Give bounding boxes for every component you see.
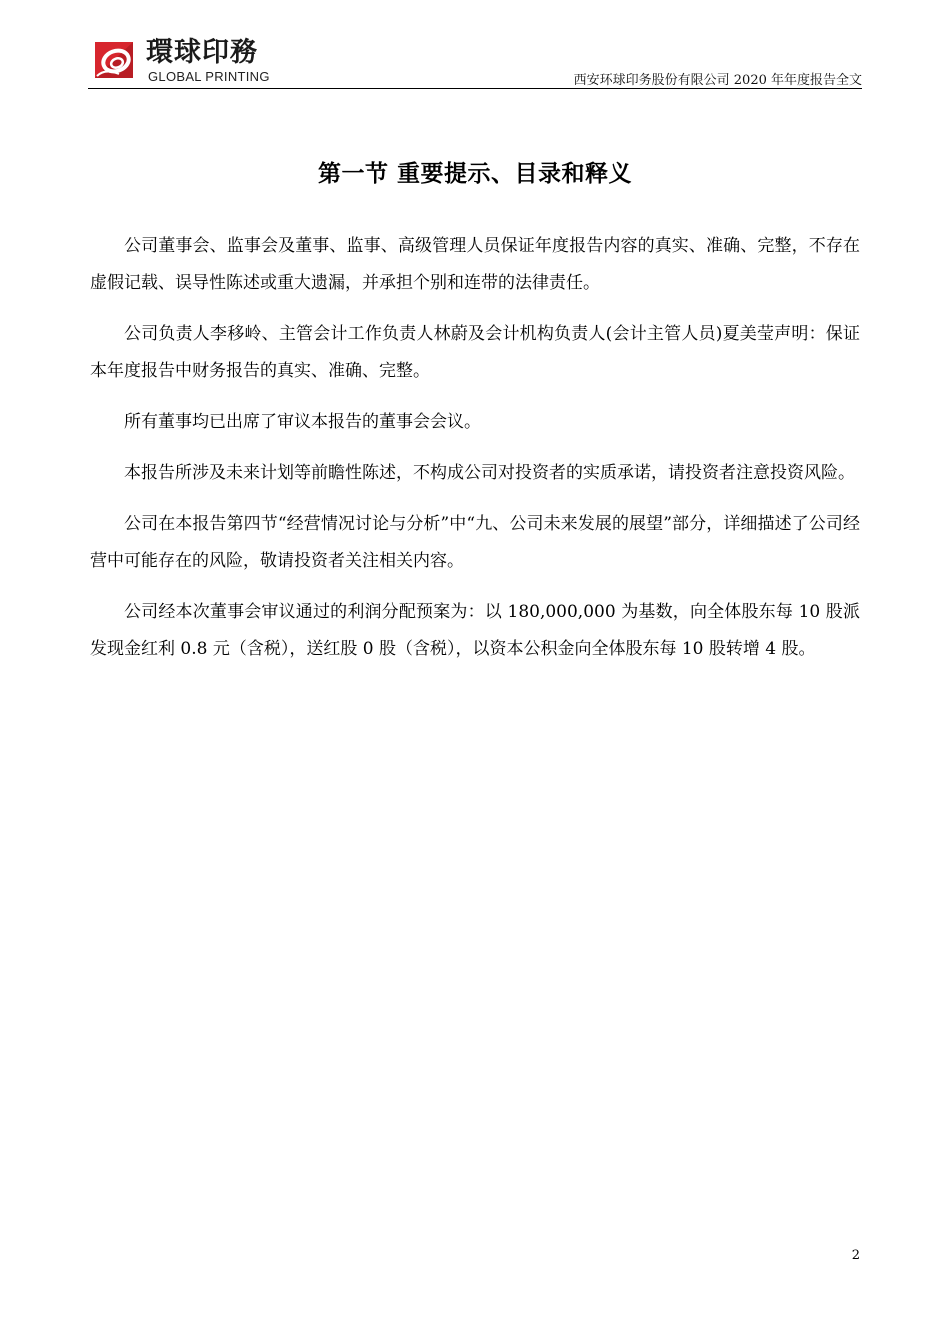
global-printing-logo-icon xyxy=(91,38,137,82)
page-number: 2 xyxy=(851,1248,860,1263)
page-header xyxy=(88,36,862,90)
header-divider xyxy=(88,88,862,89)
paragraph-profit-distribution: 公司经本次董事会审议通过的利润分配预案为：以 180,000,000 为基数，向全体股东每 10 股派发现金红利 0.8 元（含税），送红股 0 股（含税），以资本公积金向全体股东每 10 股转增 4 股。 xyxy=(90,602,860,659)
paragraph-board-guarantee: 公司董事会、监事会及董事、监事、高级管理人员保证年度报告内容的真实、准确、完整，不存在虚假记载、误导性陈述或重大遗漏，并承担个别和连带的法律责任。 xyxy=(90,236,860,293)
section-title: 第一节 重要提示、目录和释义 xyxy=(317,161,632,187)
paragraph-forward-looking: 本报告所涉及未来计划等前瞻性陈述，不构成公司对投资者的实质承诺，请投资者注意投资风险。 xyxy=(124,463,855,483)
paragraph-risk-notice: 公司在本报告第四节“经营情况讨论与分析”中“九、公司未来发展的展望”部分，详细描述了公司经营中可能存在的风险，敬请投资者关注相关内容。 xyxy=(90,514,860,571)
main-content xyxy=(90,228,860,682)
logo-chinese-name: 環球印務 xyxy=(146,37,258,68)
logo-english-name: GLOBAL PRINTING xyxy=(148,69,270,84)
paragraph-directors-attendance: 所有董事均已出席了审议本报告的董事会会议。 xyxy=(124,412,481,432)
paragraph-responsible-persons: 公司负责人李移岭、主管会计工作负责人林蔚及会计机构负责人(会计主管人员)夏美莹声明：保证本年度报告中财务报告的真实、准确、完整。 xyxy=(90,324,860,381)
report-title: 西安环球印务股份有限公司 2020 年年度报告全文 xyxy=(573,73,862,88)
